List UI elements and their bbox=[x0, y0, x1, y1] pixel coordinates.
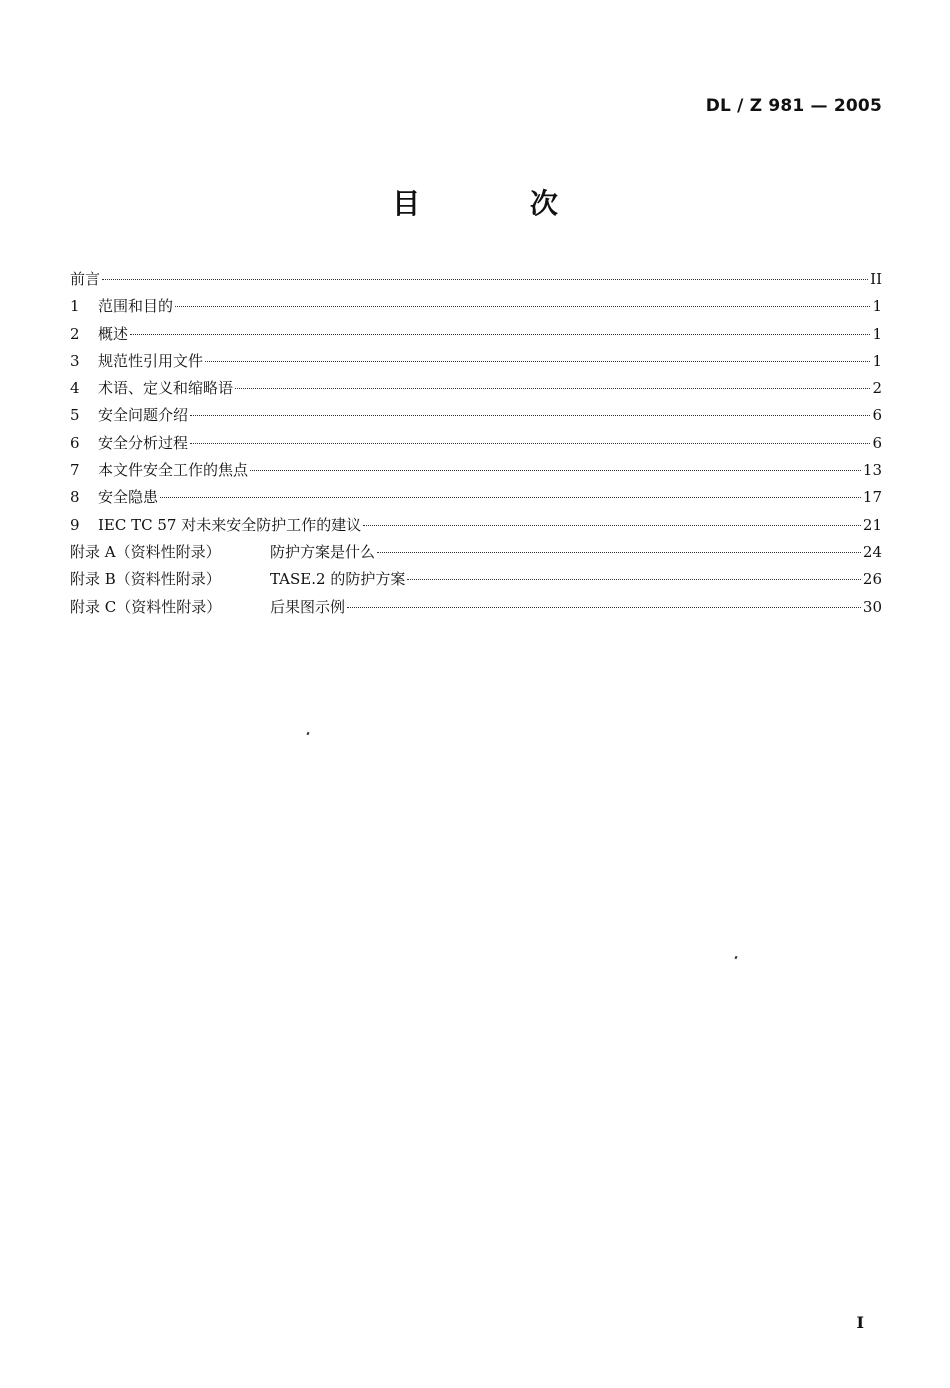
table-of-contents bbox=[70, 266, 882, 621]
toc-entry-page: 2 bbox=[872, 379, 882, 398]
toc-leader-dots bbox=[175, 306, 870, 307]
toc-appendix-title: 防护方案是什么 bbox=[270, 542, 376, 561]
toc-appendix-prefix: 附录 B（资料性附录） bbox=[70, 570, 221, 589]
toc-entry-page: 1 bbox=[872, 297, 882, 316]
toc-entry[interactable] bbox=[70, 457, 882, 484]
toc-entry[interactable] bbox=[70, 348, 882, 375]
scan-speck bbox=[734, 956, 737, 960]
toc-entry-label: 概述 bbox=[98, 324, 129, 343]
toc-entry-number: 6 bbox=[70, 433, 80, 452]
toc-entry-page: II bbox=[870, 270, 882, 288]
toc-appendix-prefix: 附录 C（资料性附录） bbox=[70, 597, 222, 616]
toc-entry-page: 30 bbox=[862, 597, 882, 616]
toc-appendix-entry[interactable] bbox=[70, 566, 882, 593]
page-number: I bbox=[856, 1313, 864, 1332]
toc-appendix-label bbox=[70, 594, 345, 621]
toc-entry-page: 1 bbox=[872, 351, 882, 370]
toc-entry[interactable] bbox=[70, 512, 882, 539]
toc-entry-label: 前言 bbox=[70, 270, 101, 288]
toc-entry-number: 8 bbox=[70, 488, 80, 507]
toc-leader-dots bbox=[102, 279, 868, 280]
toc-leader-dots bbox=[347, 607, 861, 608]
toc-entry[interactable] bbox=[70, 375, 882, 402]
toc-entry-label: 安全分析过程 bbox=[98, 433, 189, 452]
toc-leader-dots bbox=[190, 415, 870, 416]
scan-speck bbox=[306, 732, 309, 736]
document-code: DL / Z 981 — 2005 bbox=[705, 96, 882, 116]
toc-appendix-label bbox=[70, 566, 405, 593]
toc-entry-page: 1 bbox=[872, 324, 882, 343]
toc-entry[interactable] bbox=[70, 321, 882, 348]
toc-appendix-prefix: 附录 A（资料性附录） bbox=[70, 542, 221, 561]
toc-entry-number: 3 bbox=[70, 351, 80, 370]
toc-entry[interactable] bbox=[70, 484, 882, 511]
toc-leader-dots bbox=[160, 497, 861, 498]
toc-entry-number: 2 bbox=[70, 324, 80, 343]
toc-leader-dots bbox=[250, 470, 861, 471]
toc-entry-page: 26 bbox=[862, 570, 882, 589]
page-title: 目 次 bbox=[392, 187, 608, 220]
toc-appendix-title: TASE.2 的防护方案 bbox=[270, 570, 406, 589]
toc-leader-dots bbox=[407, 579, 861, 580]
toc-entry-number: 9 bbox=[70, 515, 80, 534]
toc-appendix-title: 后果图示例 bbox=[270, 597, 346, 616]
toc-entry-number: 7 bbox=[70, 461, 80, 480]
toc-entry-page: 6 bbox=[872, 433, 882, 452]
toc-entry-label: 规范性引用文件 bbox=[98, 351, 204, 370]
toc-entry-page: 6 bbox=[872, 406, 882, 425]
toc-entry[interactable] bbox=[70, 402, 882, 429]
toc-entry-label: 安全问题介绍 bbox=[98, 406, 189, 425]
toc-leader-dots bbox=[205, 361, 870, 362]
toc-appendix-entry[interactable] bbox=[70, 594, 882, 621]
toc-appendix-label bbox=[70, 539, 375, 566]
toc-entry-label: 安全隐患 bbox=[98, 488, 159, 507]
toc-entry-label: 术语、定义和缩略语 bbox=[98, 379, 234, 398]
toc-leader-dots bbox=[377, 552, 861, 553]
toc-appendix-entry[interactable] bbox=[70, 539, 882, 566]
toc-leader-dots bbox=[235, 388, 870, 389]
toc-entry-page: 24 bbox=[862, 542, 882, 561]
toc-leader-dots bbox=[190, 443, 870, 444]
toc-entry[interactable] bbox=[70, 430, 882, 457]
toc-entry-page: 17 bbox=[862, 488, 882, 507]
toc-entry-label: 范围和目的 bbox=[98, 297, 174, 316]
toc-leader-dots bbox=[363, 525, 861, 526]
toc-entry-page: 21 bbox=[862, 515, 882, 534]
toc-entry-label: IEC TC 57 对未来安全防护工作的建议 bbox=[98, 515, 362, 534]
toc-entry[interactable] bbox=[70, 293, 882, 320]
toc-entry-label: 本文件安全工作的焦点 bbox=[98, 461, 249, 480]
toc-entry-number: 4 bbox=[70, 379, 80, 398]
toc-entry-number: 5 bbox=[70, 406, 80, 425]
toc-entry-number: 1 bbox=[70, 297, 80, 316]
toc-leader-dots bbox=[130, 334, 870, 335]
toc-entry-page: 13 bbox=[862, 461, 882, 480]
toc-entry[interactable] bbox=[70, 266, 882, 293]
